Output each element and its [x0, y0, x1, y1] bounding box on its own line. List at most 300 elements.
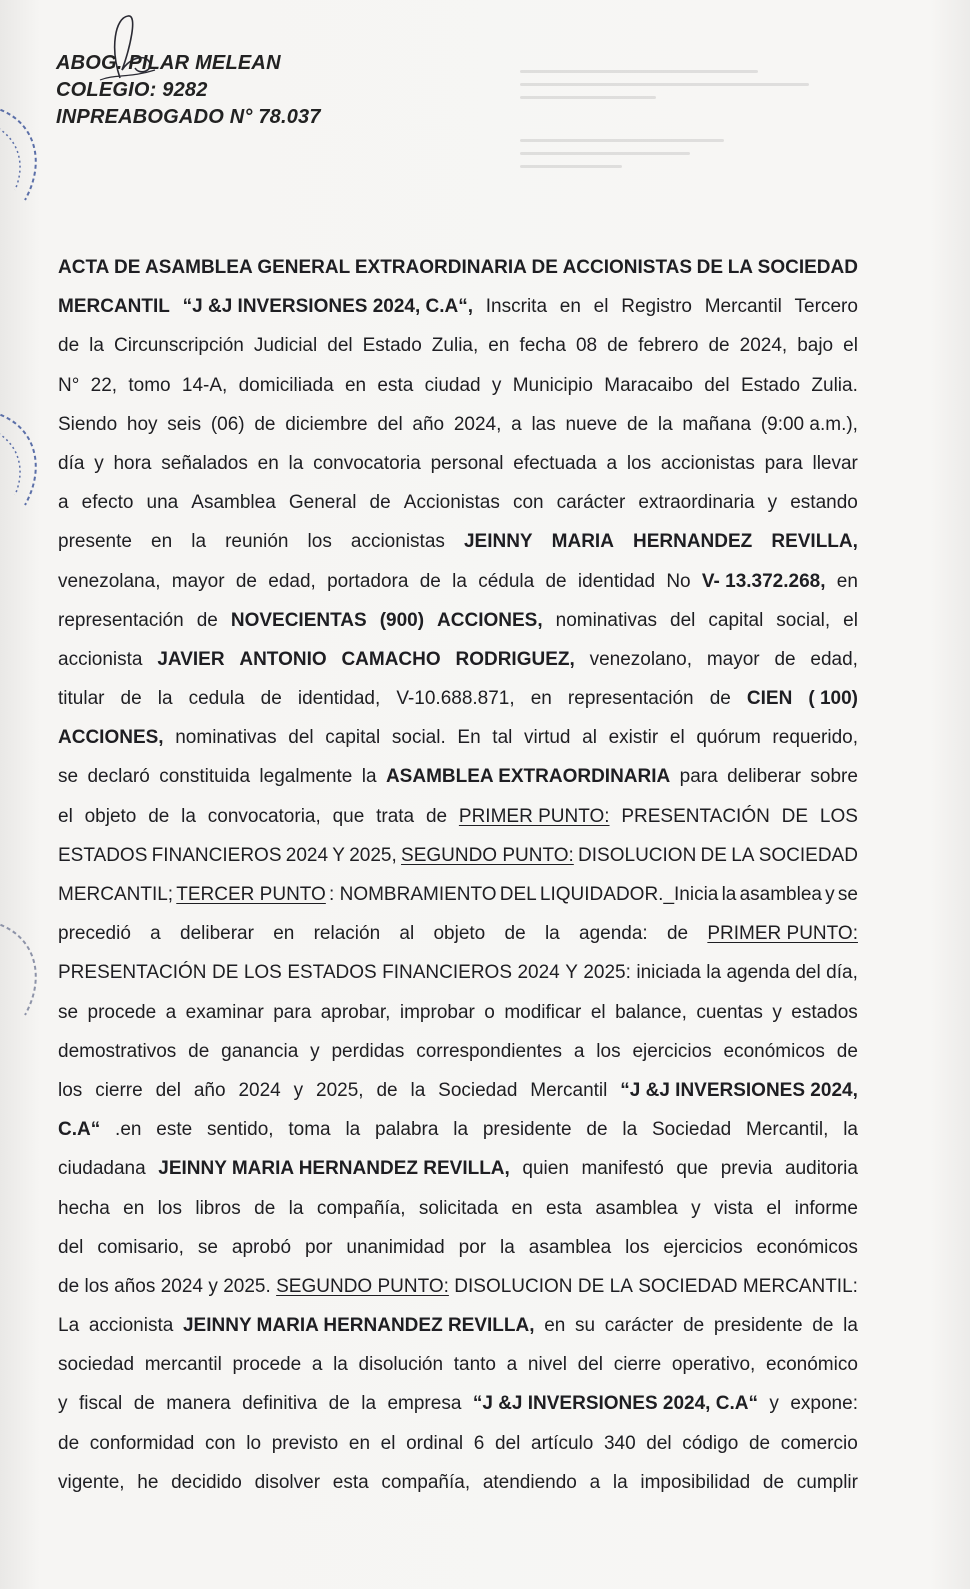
text-run: he [137, 1471, 159, 1493]
text-run: vista [713, 1197, 754, 1219]
text-run: balance, [615, 1001, 687, 1023]
text-run: por [305, 1236, 333, 1258]
text-run: palabra [375, 1119, 439, 1141]
text-run: C.A“ [58, 1119, 101, 1141]
text-run: Mercantil [530, 1079, 608, 1101]
text-run: a [506, 1354, 518, 1376]
text-run: y [94, 452, 104, 474]
text-run: iniciada [636, 962, 701, 984]
text-run: 2024, [739, 335, 788, 357]
text-run: “J &J INVERSIONES 2024, C.A“ [472, 1393, 758, 1415]
text-run: mayor [171, 570, 225, 592]
text-run: LOS [819, 805, 858, 827]
text-run: : NOMBRAMIENTO [329, 884, 497, 905]
text-run: la [410, 1079, 426, 1101]
text-line [58, 640, 858, 679]
text-run: toma [288, 1119, 331, 1141]
text-run: la [361, 766, 377, 788]
text-run: del [155, 1079, 181, 1101]
text-run: artículo [531, 1432, 594, 1454]
text-run: la [181, 805, 196, 827]
text-run: portadora [327, 570, 409, 592]
text-run: ejercicios [632, 1040, 712, 1062]
text-run: accionistas [350, 531, 445, 553]
text-run: ACCIONISTAS [562, 257, 693, 278]
text-run: TERCER PUNTO [176, 884, 326, 905]
text-run: cumplir [796, 1471, 858, 1493]
text-run: la [89, 335, 104, 357]
text-run: 2025, [316, 1079, 364, 1101]
text-run: DE [781, 805, 809, 827]
text-run: representación [58, 609, 184, 631]
text-run: SOCIEDAD [638, 1275, 738, 1297]
text-run: y [208, 1275, 218, 1297]
text-run: de [235, 570, 257, 592]
text-run: 2024 [160, 1275, 203, 1297]
text-run: manifestó [581, 1158, 664, 1180]
text-run: imposibilidad [640, 1471, 751, 1493]
text-line [58, 993, 858, 1032]
text-run: DE [211, 962, 239, 984]
text-run: efectuada [513, 452, 597, 474]
text-run: JEINNY MARIA HERNANDEZ REVILLA, [158, 1158, 510, 1180]
text-run: procede [87, 1001, 157, 1023]
text-run: previa [720, 1158, 773, 1180]
text-run: trata [376, 805, 415, 827]
text-run: a [165, 1001, 177, 1023]
text-run: demostrativos [58, 1040, 177, 1062]
text-run: de [762, 1471, 785, 1493]
text-run: La [58, 1315, 80, 1337]
text-run: Maracaibo [604, 374, 693, 396]
text-run: FINANCIEROS [382, 962, 513, 984]
seal-stamp-icon [0, 400, 60, 510]
text-run: MERCANTIL: [742, 1275, 858, 1297]
text-run: titular [58, 688, 105, 710]
text-run: se [58, 766, 79, 788]
text-run: MERCANTIL [58, 296, 170, 318]
text-run: PRESENTACIÓN [621, 805, 770, 827]
text-run: examinar [185, 1001, 264, 1023]
text-run: la [333, 1354, 348, 1376]
text-run: decidido [171, 1471, 242, 1493]
text-run: Mercantil [704, 296, 782, 318]
text-run: Inscrita [485, 296, 548, 318]
text-run: a [58, 492, 69, 514]
text-run: aprobar, [320, 1001, 391, 1023]
text-run: del [377, 413, 403, 435]
text-run: a [150, 923, 161, 945]
text-run: Zulia. [811, 374, 858, 396]
text-run: sociedad [58, 1354, 135, 1376]
text-run: del [288, 727, 314, 749]
text-run: accionista [88, 1315, 174, 1337]
text-run: fecha [519, 335, 566, 357]
text-line [58, 287, 858, 326]
text-run: 2024 [517, 962, 560, 984]
text-run: MARIA [551, 531, 614, 553]
text-run: del [495, 1432, 521, 1454]
text-run: día, [826, 962, 858, 984]
text-run: Asamblea [191, 492, 276, 514]
text-run: nivel [527, 1354, 567, 1376]
text-run: ( 100) [808, 688, 858, 710]
text-run: el [58, 805, 73, 827]
text-run: comisario, [97, 1236, 184, 1258]
text-run: de [748, 1432, 771, 1454]
text-run: previsto [271, 1432, 339, 1454]
text-run: disolver [254, 1471, 321, 1493]
lawyer-header [56, 50, 321, 131]
text-run: presidente [482, 1119, 572, 1141]
text-run: cedula [188, 688, 245, 710]
text-run: los [596, 1040, 621, 1062]
text-run: los [626, 452, 652, 474]
text-run: nominativas [555, 609, 658, 631]
text-run: Sociedad [438, 1079, 518, 1101]
text-run: años [114, 1275, 156, 1297]
text-run: a [311, 1354, 323, 1376]
text-run: hecha [58, 1197, 110, 1219]
text-run: perdidas [331, 1040, 405, 1062]
text-run: al [582, 727, 597, 749]
text-run: libros [195, 1197, 241, 1219]
text-run: febrero [638, 335, 699, 357]
text-run: (9:00 a.m.), [760, 413, 858, 435]
text-run: al [399, 923, 415, 945]
text-run: nominativas [175, 727, 277, 749]
text-line [58, 248, 858, 287]
text-run: la [500, 1236, 515, 1258]
text-run: en [511, 1197, 533, 1219]
text-run: asamblea [528, 1236, 612, 1258]
text-run: de [774, 648, 796, 670]
text-run: vigente, [58, 1471, 125, 1493]
text-run: CAMACHO [341, 648, 441, 670]
text-run: de [425, 805, 448, 827]
text-run: operativo, [671, 1354, 756, 1376]
text-run: FINANCIEROS [151, 844, 282, 866]
text-run: objeto [433, 923, 486, 945]
text-run: seis [167, 413, 202, 435]
text-run: de [328, 1393, 350, 1415]
text-run: V- 13.372.268, [701, 570, 826, 592]
text-run: mayor [706, 648, 760, 670]
text-run: en [123, 1197, 145, 1219]
text-run: con [204, 1432, 236, 1454]
text-run: Circunscripción [113, 335, 244, 357]
document-body [58, 248, 858, 1502]
text-line [58, 1384, 858, 1423]
text-run: Estado [362, 335, 422, 357]
text-run: de [545, 570, 567, 592]
text-run: existir [608, 727, 659, 749]
text-run: la [452, 570, 467, 592]
text-run: procede [232, 1354, 302, 1376]
text-line [58, 405, 858, 444]
text-line [58, 601, 858, 640]
text-line [58, 679, 858, 718]
text-run: de [148, 805, 170, 827]
text-run: atendiendo [482, 1471, 577, 1493]
text-run: de [627, 413, 649, 435]
text-run: ganancia [221, 1040, 299, 1062]
text-run: la [191, 531, 207, 553]
text-run: objeto [84, 805, 137, 827]
text-run: JAVIER [157, 648, 225, 670]
text-run: de [607, 335, 629, 357]
text-line [58, 875, 858, 914]
text-run: Municipio [512, 374, 593, 396]
text-run: ciudad [424, 374, 481, 396]
text-run: presente [58, 531, 132, 553]
text-run: de [666, 923, 689, 945]
text-run: legalmente [259, 766, 353, 788]
text-run: precedió [58, 923, 131, 945]
text-line [58, 1463, 858, 1502]
text-run: General [288, 492, 357, 514]
text-run: del [795, 962, 821, 984]
text-run: declaró [87, 766, 150, 788]
text-run: en [559, 296, 581, 318]
text-run: No [666, 570, 691, 592]
text-run: ASAMBLEA [145, 257, 253, 278]
bleed-through-text [520, 60, 860, 250]
text-run: la [622, 1119, 638, 1141]
text-run: y [769, 1393, 779, 1415]
text-run: .en [115, 1119, 142, 1141]
text-run: del [704, 374, 730, 396]
text-run: del [646, 1432, 672, 1454]
text-run: llevar [812, 452, 858, 474]
text-run: informe [794, 1197, 858, 1219]
seal-stamp-icon [0, 910, 60, 1020]
text-run: esta [546, 1197, 582, 1219]
text-run: fiscal [78, 1393, 123, 1415]
text-run: LOS [243, 962, 282, 984]
text-run: Sociedad [651, 1119, 732, 1141]
text-run: MERCANTIL; [58, 884, 174, 905]
text-run: diciembre [285, 413, 368, 435]
text-line [58, 836, 858, 875]
text-run: de [586, 1119, 608, 1141]
text-line [58, 953, 858, 992]
text-run: y [691, 1197, 701, 1219]
text-line [58, 1345, 858, 1384]
text-run: 2025: [583, 962, 631, 984]
text-run: LIQUIDADOR._Inicia [539, 884, 719, 905]
text-run: RODRIGUEZ, [455, 648, 575, 670]
text-run: económicos [756, 1236, 858, 1258]
lawyer-name: ABOG. PILAR MELEAN [56, 52, 281, 74]
text-run: (06) [210, 413, 245, 435]
text-run: Y [332, 844, 345, 866]
text-run: social, [776, 609, 831, 631]
text-run: ACCIONES, [437, 609, 543, 631]
text-run: Zulia, [431, 335, 479, 357]
text-run: de [504, 923, 526, 945]
text-run: del [577, 1354, 604, 1376]
text-run: para [764, 452, 803, 474]
text-run: manera [166, 1393, 231, 1415]
text-line [58, 1228, 858, 1267]
text-run: de [683, 1315, 705, 1337]
text-run: edad, [268, 570, 316, 592]
text-run: “J &J INVERSIONES 2024, C.A“, [182, 296, 474, 318]
text-run: señalados [161, 452, 248, 474]
text-run: 2025. [223, 1275, 271, 1297]
text-run: y [310, 1040, 320, 1062]
text-run: DE [700, 844, 727, 866]
text-run: domiciliada [238, 374, 334, 396]
text-run: REVILLA, [771, 531, 858, 553]
text-run: Mercantil, [746, 1119, 829, 1141]
text-run: la [453, 1119, 469, 1141]
text-run: las [531, 413, 556, 435]
text-run: en [544, 1315, 566, 1337]
text-run: en [488, 335, 510, 357]
text-run: agenda [726, 962, 790, 984]
text-run: de [58, 1432, 80, 1454]
text-run: DE [113, 257, 141, 278]
text-run: hora [113, 452, 152, 474]
text-run: empresa [387, 1393, 462, 1415]
text-run: cédula [478, 570, 535, 592]
text-line [58, 718, 858, 757]
text-run: convocatoria, [207, 805, 321, 827]
text-run: SEGUNDO PUNTO: [401, 844, 574, 866]
text-run: año [193, 1079, 226, 1101]
text-run: requerido, [772, 727, 858, 749]
text-run: nueve [565, 413, 618, 435]
text-run: Tercero [794, 296, 858, 318]
text-run: sobre [810, 766, 858, 788]
text-line [58, 1306, 858, 1345]
text-run: del [670, 609, 696, 631]
text-run: la [157, 688, 173, 710]
text-run: capital [708, 609, 764, 631]
text-line [58, 326, 858, 365]
text-run: los [625, 1236, 650, 1258]
text-run: el [593, 296, 609, 318]
text-run: bajo [797, 335, 834, 357]
text-run: ESTADOS [58, 844, 148, 866]
text-run: en [257, 452, 279, 474]
text-run: LA [731, 844, 755, 866]
text-run: se [58, 1001, 79, 1023]
text-run: de [133, 1393, 155, 1415]
text-run: el [843, 609, 858, 631]
text-run: CIEN [746, 688, 793, 710]
text-line [58, 797, 858, 836]
text-line [58, 1110, 858, 1149]
text-run: disolución [358, 1354, 444, 1376]
text-run: y [491, 374, 502, 396]
text-run: el [843, 335, 858, 357]
text-run: quien [522, 1158, 569, 1180]
text-run: el [766, 1197, 782, 1219]
text-run: la [843, 1119, 858, 1141]
text-run: tal [492, 727, 513, 749]
text-run: (900) [379, 609, 425, 631]
text-line [58, 1149, 858, 1188]
text-run: 2024 [285, 844, 329, 866]
text-run: de [369, 492, 391, 514]
text-run: en [348, 1432, 371, 1454]
text-run: 08 [575, 335, 598, 357]
text-run: DISOLUCION [454, 1275, 573, 1297]
text-run: y [293, 1079, 304, 1101]
text-run: modificar [504, 1001, 582, 1023]
text-run: de [260, 688, 282, 710]
text-run: ASAMBLEA EXTRAORDINARIA [385, 766, 671, 788]
text-run: extraordinaria [638, 492, 755, 514]
text-run: los [58, 1079, 83, 1101]
text-run: económico [766, 1354, 858, 1376]
text-run: personal [430, 452, 504, 474]
text-line [58, 522, 858, 561]
text-run: representación [567, 688, 694, 710]
text-line [58, 1032, 858, 1071]
text-run: de [709, 688, 731, 710]
text-run: venezolano, [589, 648, 693, 670]
text-run: aprobó [231, 1236, 292, 1258]
text-run: capital [325, 727, 381, 749]
text-run: asamblea [595, 1197, 678, 1219]
text-run: “J &J INVERSIONES 2024, [620, 1079, 858, 1101]
text-run: para [679, 766, 718, 788]
text-run: accionistas [660, 452, 755, 474]
text-run: la [361, 1393, 377, 1415]
text-run: de [188, 1040, 210, 1062]
text-run: y [825, 884, 835, 905]
text-run: la [706, 962, 722, 984]
text-run: de [812, 1315, 834, 1337]
text-run: en [273, 923, 295, 945]
text-run: de [836, 1040, 858, 1062]
text-run: quórum [696, 727, 761, 749]
text-run: 2024 [238, 1079, 281, 1101]
text-run: estando [790, 492, 858, 514]
text-run: este [156, 1119, 193, 1141]
text-run: DE [577, 1275, 605, 1297]
text-run: solicitada [418, 1197, 499, 1219]
text-line [58, 366, 858, 405]
text-run: auditoria [785, 1158, 858, 1180]
text-run: Judicial [253, 335, 318, 357]
text-run: definitiva [242, 1393, 318, 1415]
text-run: LA [609, 1275, 633, 1297]
inpreabogado-number: INPREABOGADO N° 78.037 [56, 106, 321, 128]
text-run: código [682, 1432, 739, 1454]
text-run: la [345, 1119, 361, 1141]
text-run: ejercicios [663, 1236, 743, 1258]
text-run: HERNANDEZ [633, 531, 753, 553]
text-run: económicos [723, 1040, 825, 1062]
text-run: de [254, 1197, 276, 1219]
text-run: V-10.688.871, [396, 688, 515, 710]
text-line [58, 1267, 858, 1306]
text-run: en [836, 570, 858, 592]
text-run: por [458, 1236, 487, 1258]
text-run: el [380, 1432, 396, 1454]
text-run: y [767, 492, 778, 514]
text-line [58, 914, 858, 953]
text-run: PRESENTACIÓN [58, 962, 207, 984]
text-run: ANTONIO [239, 648, 327, 670]
text-run: agenda: [579, 923, 648, 945]
text-run: la [721, 884, 737, 905]
